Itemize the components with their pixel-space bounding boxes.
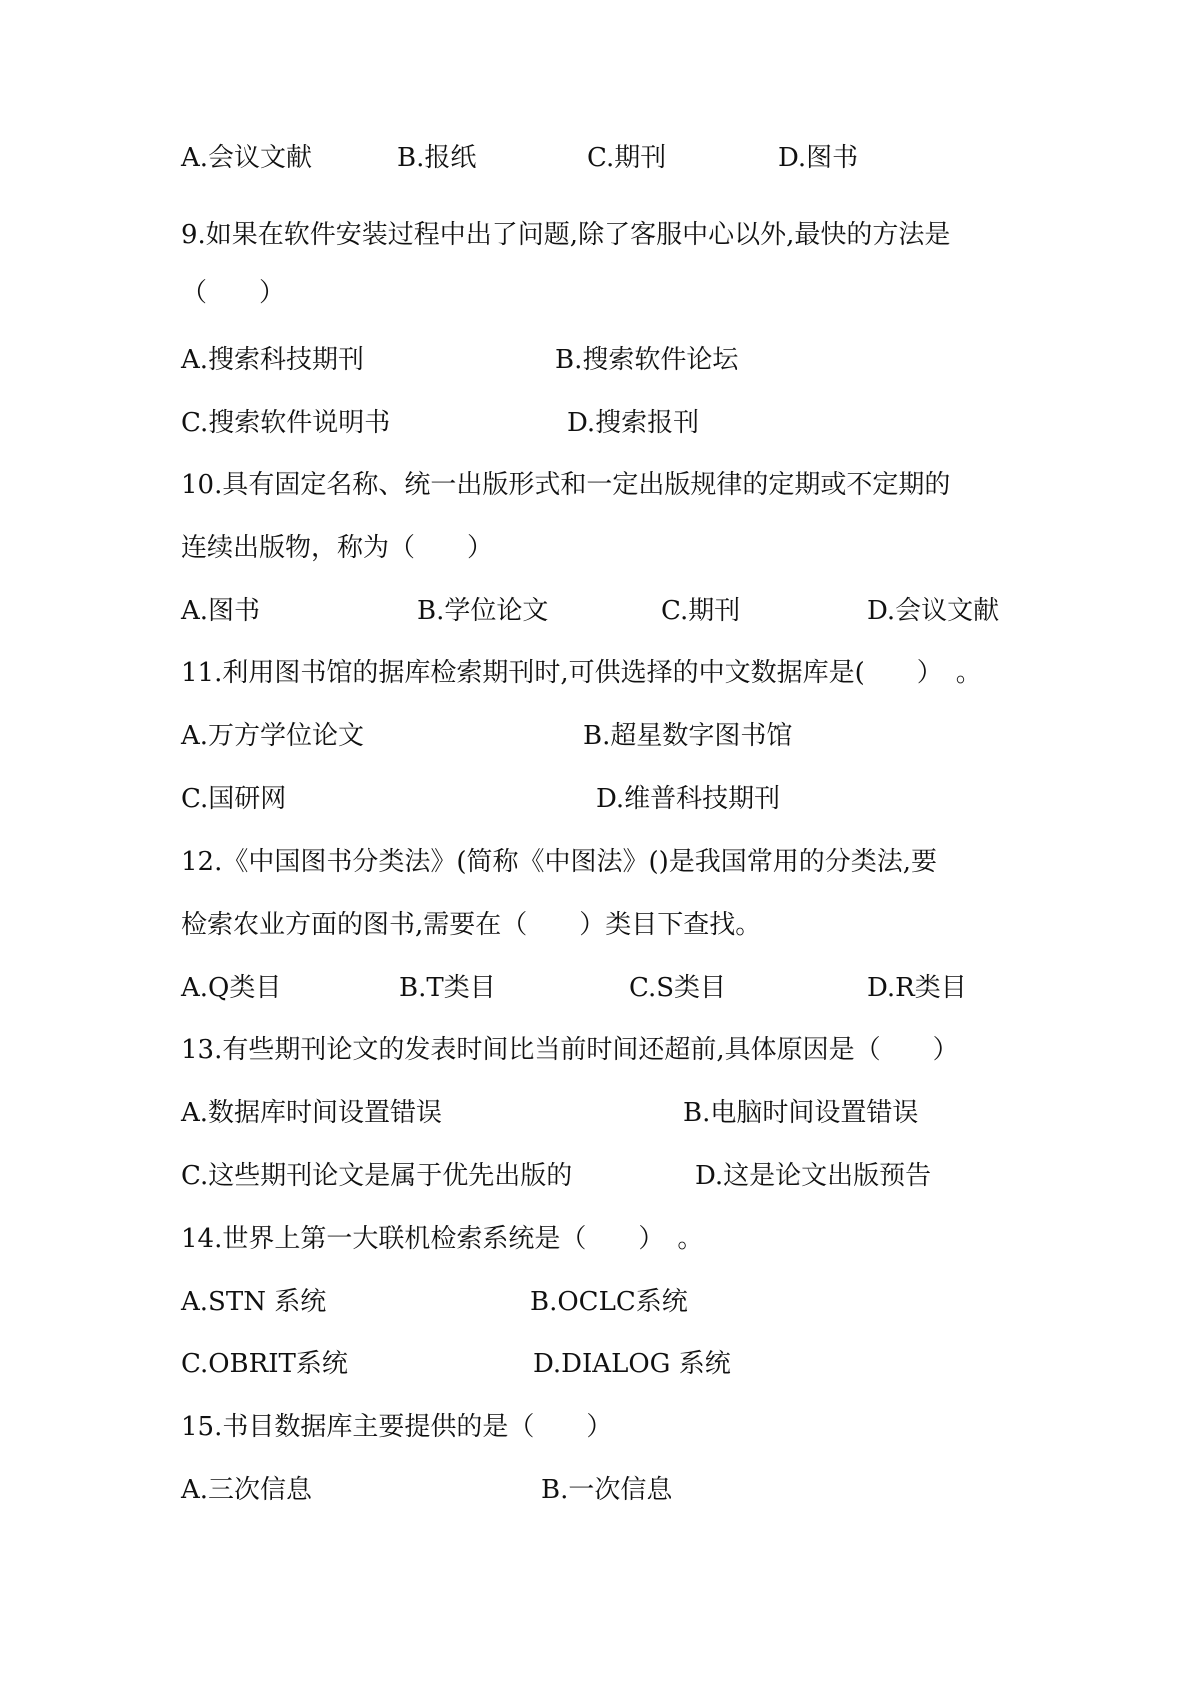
q15-stem: 15.书目数据库主要提供的是（ ） (181, 1412, 613, 1442)
q12-option-b: B.T类目 (399, 973, 496, 1003)
q8-option-d: D.图书 (778, 143, 859, 173)
q8-option-c: C.期刊 (587, 143, 667, 173)
q10-stem-line1: 10.具有固定名称、统一出版形式和一定出版规律的定期或不定期的 (181, 470, 951, 500)
q12-stem-line2: 检索农业方面的图书,需要在（ ）类目下查找。 (181, 910, 762, 940)
q11-option-d: D.维普科技期刊 (596, 784, 781, 814)
q11-stem: 11.利用图书馆的据库检索期刊时,可供选择的中文数据库是( ） 。 (181, 658, 982, 688)
q14-option-c: C.OBRIT系统 (181, 1349, 348, 1379)
q9-option-b: B.搜索软件论坛 (555, 345, 739, 375)
q10-option-d: D.会议文献 (867, 596, 1000, 626)
q15-option-b: B.一次信息 (541, 1475, 673, 1505)
q12-stem-line1: 12.《中国图书分类法》(简称《中图法》()是我国常用的分类法,要 (181, 847, 938, 877)
q14-option-a: A.STN 系统 (181, 1287, 327, 1317)
q9-option-d: D.搜索报刊 (567, 408, 700, 438)
q14-option-b: B.OCLC系统 (530, 1287, 688, 1317)
q8-option-b: B.报纸 (397, 143, 477, 173)
q13-option-a: A.数据库时间设置错误 (181, 1098, 443, 1128)
q10-option-c: C.期刊 (661, 596, 741, 626)
q13-option-c: C.这些期刊论文是属于优先出版的 (181, 1161, 573, 1191)
q12-option-c: C.S类目 (629, 973, 727, 1003)
q8-option-a: A.会议文献 (181, 143, 313, 173)
q11-option-b: B.超星数字图书馆 (583, 721, 793, 751)
q12-option-a: A.Q类目 (181, 973, 282, 1003)
q11-option-c: C.国研网 (181, 784, 287, 814)
q11-option-a: A.万方学位论文 (181, 721, 365, 751)
q9-stem-line1: 9.如果在软件安装过程中出了问题,除了客服中心以外,最快的方法是 (181, 220, 951, 250)
q15-option-a: A.三次信息 (181, 1475, 313, 1505)
q12-option-d: D.R类目 (867, 973, 967, 1003)
q10-stem-line2: 连续出版物，称为（ ） (181, 533, 494, 563)
q13-option-d: D.这是论文出版预告 (695, 1161, 932, 1191)
q9-stem-line2: （ ） (181, 278, 286, 308)
q10-option-a: A.图书 (181, 596, 261, 626)
q14-option-d: D.DIALOG 系统 (533, 1349, 731, 1379)
q13-stem: 13.有些期刊论文的发表时间比当前时间还超前,具体原因是（ ） (181, 1035, 959, 1065)
q9-option-c: C.搜索软件说明书 (181, 408, 391, 438)
q13-option-b: B.电脑时间设置错误 (683, 1098, 919, 1128)
q9-option-a: A.搜索科技期刊 (181, 345, 365, 375)
q10-option-b: B.学位论文 (417, 596, 549, 626)
q14-stem: 14.世界上第一大联机检索系统是（ ） 。 (181, 1224, 704, 1254)
